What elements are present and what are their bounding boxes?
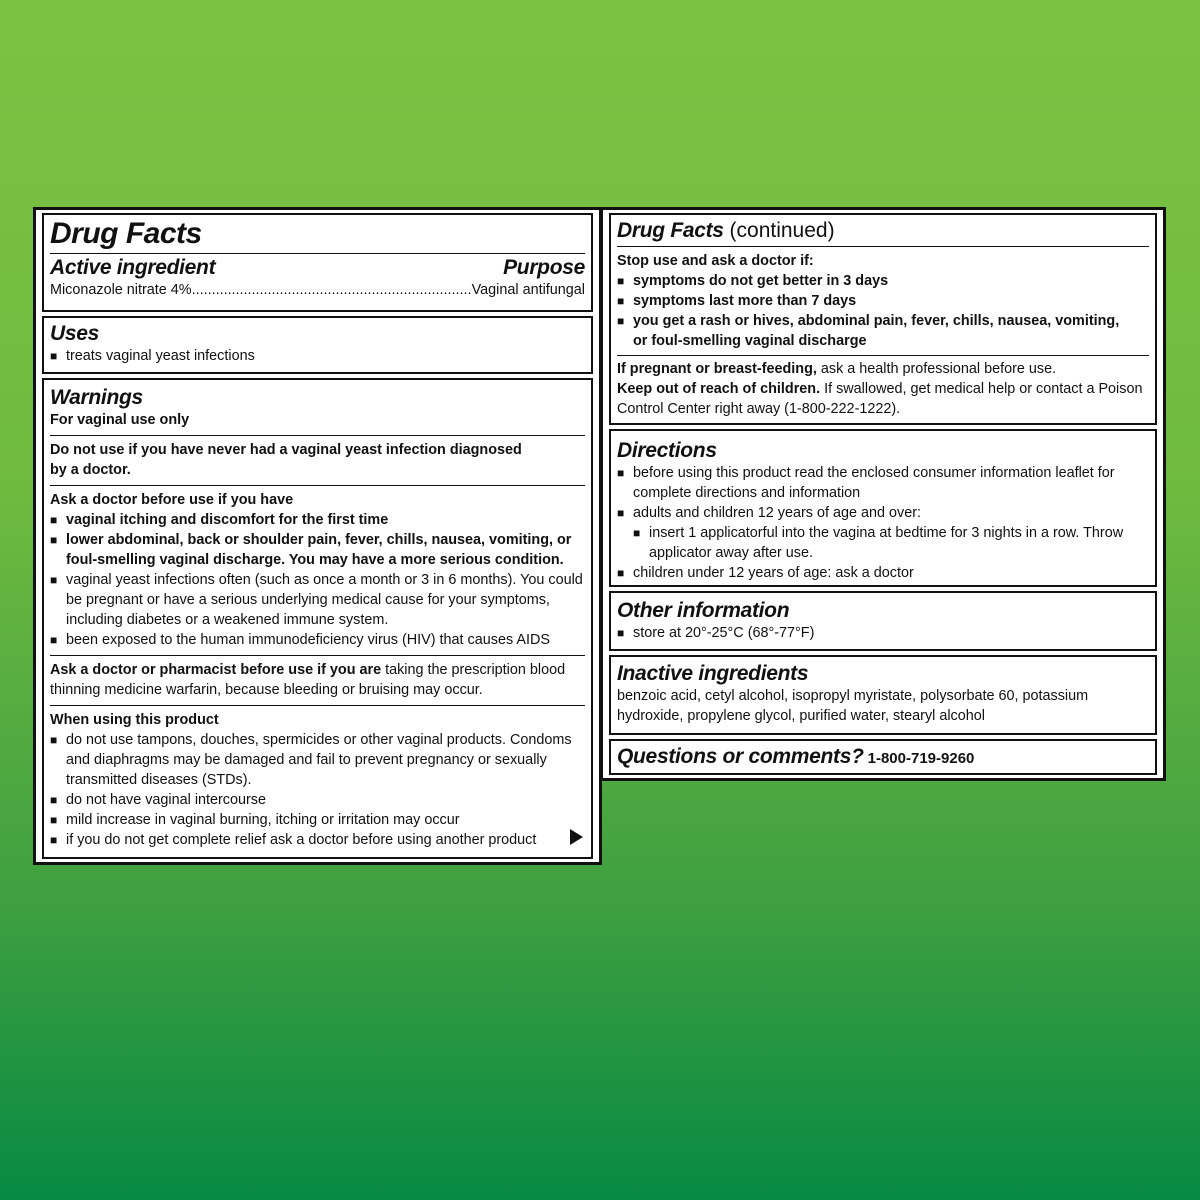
continue-arrow-icon <box>570 829 583 845</box>
keep-out-warning <box>617 379 1149 419</box>
questions-phone: 1-800-719-9260 <box>867 750 975 767</box>
when-using-item: ■ do not use tampons, douches, spermicides or other vaginal products. Condoms and diaphragms may be damaged and fail to prevent pregnancy or sexually transmitted diseases (STDs). <box>50 730 585 790</box>
ask-doctor-item: ■ vaginal yeast infections often (such as once a month or 3 in 6 months). You could be pregnant or have a serious underlying medical cause for your symptoms, including diabetes or a weakened immune system. <box>50 570 585 630</box>
questions-box <box>609 739 1157 775</box>
ask-doctor-item: ■ vaginal itching and discomfort for the first time <box>50 510 585 530</box>
stop-use-item: ■ you get a rash or hives, abdominal pain, fever, chills, nausea, vomiting, or foul-smelling vaginal discharge <box>617 311 1149 351</box>
uses-item: ■ treats vaginal yeast infections <box>50 346 585 366</box>
other-information-box <box>609 591 1157 651</box>
directions-heading: Directions <box>617 439 717 462</box>
when-using-heading: When using this product <box>50 712 219 728</box>
active-ingredient-heading: Active ingredient <box>50 256 216 279</box>
divider <box>617 355 1149 356</box>
active-ingredient-row <box>50 280 585 300</box>
ask-doctor-item: ■ been exposed to the human immunodeficiency virus (HIV) that causes AIDS <box>50 630 585 650</box>
active-ingredient-purpose: Vaginal antifungal <box>471 282 585 298</box>
pregnant-warning <box>617 359 1149 379</box>
directions-box <box>609 429 1157 587</box>
warnings-heading: Warnings <box>50 386 143 409</box>
ask-pharmacist-bold: Ask a doctor or pharmacist before use if you are <box>50 662 382 678</box>
keep-out-bold: Keep out of reach of children. <box>617 381 821 397</box>
active-ingredient-header-row <box>50 256 585 280</box>
questions-heading: Questions or comments? <box>617 745 864 768</box>
divider <box>50 705 585 706</box>
pregnant-bold: If pregnant or breast-feeding, <box>617 361 817 377</box>
other-information-item: ■ store at 20°-25°C (68°-77°F) <box>617 623 1149 643</box>
warnings-box <box>42 378 593 859</box>
directions-item: ■ before using this product read the enclosed consumer information leaflet for complete directions and information <box>617 463 1149 503</box>
questions-line <box>617 745 1149 769</box>
drug-facts-right-panel <box>600 207 1166 781</box>
inactive-ingredients-text: benzoic acid, cetyl alcohol, isopropyl myristate, polysorbate 60, potassium hydroxide, propylene glycol, purified water, stearyl alcohol <box>617 688 1089 724</box>
pregnant-text: ask a health professional before use. <box>816 361 1057 377</box>
divider <box>50 253 585 254</box>
divider <box>50 435 585 436</box>
drug-facts-title: Drug Facts <box>50 217 202 250</box>
continued-box <box>609 213 1157 425</box>
drug-facts-left-panel <box>33 207 602 865</box>
inactive-ingredients-box <box>609 655 1157 735</box>
continued-title-bold: Drug Facts <box>617 219 724 242</box>
keep-out-text: If swallowed, get medical help or contact a Poison Control Center right away (1-800-222-1222). <box>617 381 1143 417</box>
when-using-item: ■ mild increase in vaginal burning, itching or irritation may occur <box>50 810 585 830</box>
purpose-heading: Purpose <box>503 256 585 279</box>
inactive-ingredients-heading: Inactive ingredients <box>617 662 809 685</box>
uses-heading: Uses <box>50 322 100 345</box>
ask-doctor-heading: Ask a doctor before use if you have <box>50 492 294 508</box>
other-information-heading: Other information <box>617 599 790 622</box>
vaginal-use-only: For vaginal use only <box>50 412 190 428</box>
uses-box <box>42 316 593 374</box>
continued-title-suffix: (continued) <box>723 219 835 242</box>
stop-use-item: ■ symptoms do not get better in 3 days <box>617 271 1149 291</box>
when-using-item: ■ do not have vaginal intercourse <box>50 790 585 810</box>
directions-item: ■ children under 12 years of age: ask a doctor <box>617 563 1149 583</box>
ask-pharmacist <box>50 660 585 700</box>
directions-item: ■ adults and children 12 years of age and over: <box>617 503 1149 523</box>
divider <box>50 485 585 486</box>
when-using-item: ■ if you do not get complete relief ask a doctor before using another product <box>50 830 585 850</box>
stop-use-item: ■ symptoms last more than 7 days <box>617 291 1149 311</box>
ask-doctor-item: ■ lower abdominal, back or shoulder pain, fever, chills, nausea, vomiting, or foul-smelling vaginal discharge. You may have a more serious condition. <box>50 530 585 570</box>
ask-pharmacist-text: taking the prescription blood thinning medicine warfarin, because bleeding or bruising may occur. <box>50 662 566 698</box>
drug-facts-continued-title <box>617 219 1149 243</box>
directions-subitem: ■ insert 1 applicatorful into the vagina at bedtime for 3 nights in a row. Throw applicator away after use. <box>617 523 1149 563</box>
divider <box>617 246 1149 247</box>
stop-use-heading: Stop use and ask a doctor if: <box>617 253 814 269</box>
active-ingredient-box <box>42 213 593 312</box>
divider <box>50 655 585 656</box>
do-not-use: Do not use if you have never had a vaginal yeast infection diagnosed by a doctor. <box>50 442 522 478</box>
active-ingredient-name: Miconazole nitrate 4%...................................................................... <box>50 282 472 298</box>
